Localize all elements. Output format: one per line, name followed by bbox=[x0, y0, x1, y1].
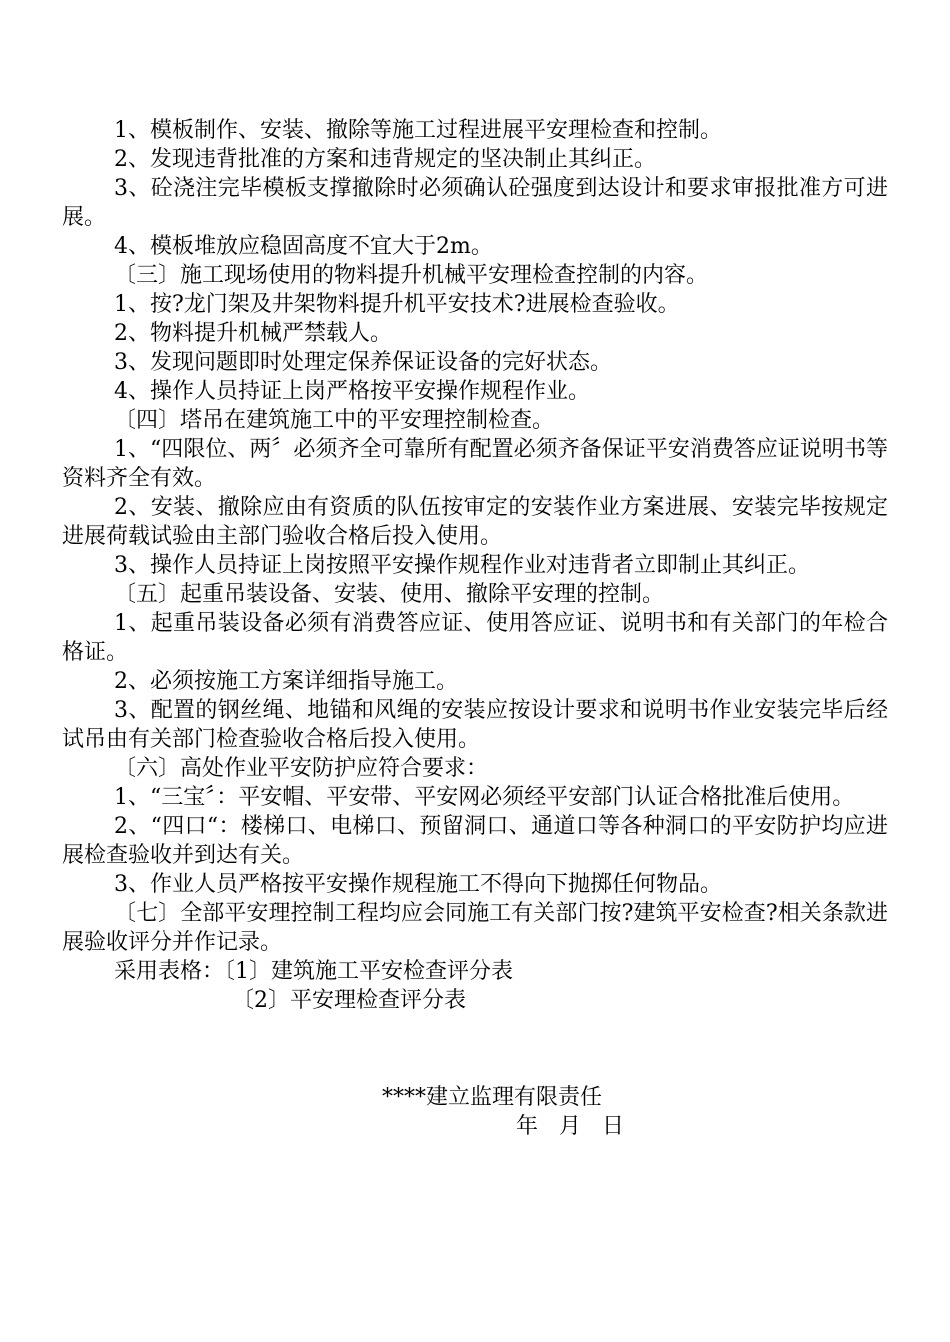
paragraph: 采用表格：〔1〕建筑施工平安检查评分表 bbox=[114, 959, 513, 984]
paragraph: 2、安装、撤除应由有资质的队伍按审定的安装作业方案进展、安装完毕按规定进展荷载试验由主部门验收合格后投入使用。 bbox=[62, 495, 888, 549]
paragraph: 1、模板制作、安装、撤除等施工过程进展平安理检查和控制。 bbox=[114, 118, 722, 143]
paragraph: 〔三〕施工现场使用的物料提升机械平安理检查控制的内容。 bbox=[114, 263, 709, 288]
paragraph: 1、“四限位、两〞必须齐全可靠所有配置必须齐备保证平安消费答应证说明书等资料齐全有效。 bbox=[62, 437, 888, 491]
paragraph: 3、配置的钢丝绳、地锚和风绳的安装应按设计要求和说明书作业安装完毕后经试吊由有关部门检查验收合格后投入使用。 bbox=[62, 698, 888, 752]
paragraph: 1、“三宝〞：平安帽、平安带、平安网必须经平安部门认证合格批准后使用。 bbox=[114, 785, 855, 810]
paragraph: 〔2〕平安理检查评分表 bbox=[232, 988, 466, 1013]
paragraph: 〔六〕高处作业平安防护应符合要求： bbox=[114, 756, 489, 781]
paragraph: 2、“四口“：楼梯口、电梯口、预留洞口、通道口等各种洞口的平安防护均应进展检查验收并到达有关。 bbox=[62, 814, 888, 868]
document-body bbox=[62, 116, 888, 1015]
paragraph: 3、操作人员持证上岗按照平安操作规程作业对违背者立即制止其纠正。 bbox=[114, 553, 810, 578]
paragraph: 1、起重吊装设备必须有消费答应证、使用答应证、说明书和有关部门的年检合格证。 bbox=[62, 611, 888, 665]
paragraph: 3、发现问题即时处理定保养保证设备的完好状态。 bbox=[114, 350, 612, 375]
paragraph: 4、模板堆放应稳固高度不宜大于2m。 bbox=[114, 234, 493, 259]
paragraph: 2、必须按施工方案详细指导施工。 bbox=[114, 669, 458, 694]
signature-date: 年 月 日 bbox=[516, 1114, 624, 1139]
paragraph: 3、作业人员严格按平安操作规程施工不得向下抛掷任何物品。 bbox=[114, 872, 722, 897]
paragraph: 1、按?龙门架及井架物料提升机平安技术?进展检查验收。 bbox=[114, 292, 680, 317]
paragraph: 〔七〕全部平安理控制工程均应会同施工有关部门按?建筑平安检查?相关条款进展验收评分并作记录。 bbox=[62, 901, 888, 955]
paragraph: 2、物料提升机械严禁载人。 bbox=[114, 321, 392, 346]
paragraph: 〔四〕塔吊在建筑施工中的平安理控制检查。 bbox=[114, 408, 555, 433]
paragraph: 〔五〕起重吊装设备、安装、使用、撤除平安理的控制。 bbox=[114, 582, 665, 607]
paragraph: 4、操作人员持证上岗严格按平安操作规程作业。 bbox=[114, 379, 590, 404]
signature-company: ****建立监理有限责任 bbox=[382, 1085, 603, 1110]
paragraph: 3、砼浇注完毕模板支撑撤除时必须确认砼强度到达设计和要求审报批准方可进展。 bbox=[62, 176, 888, 230]
paragraph: 2、发现违背批准的方案和违背规定的坚决制止其纠正。 bbox=[114, 147, 656, 172]
